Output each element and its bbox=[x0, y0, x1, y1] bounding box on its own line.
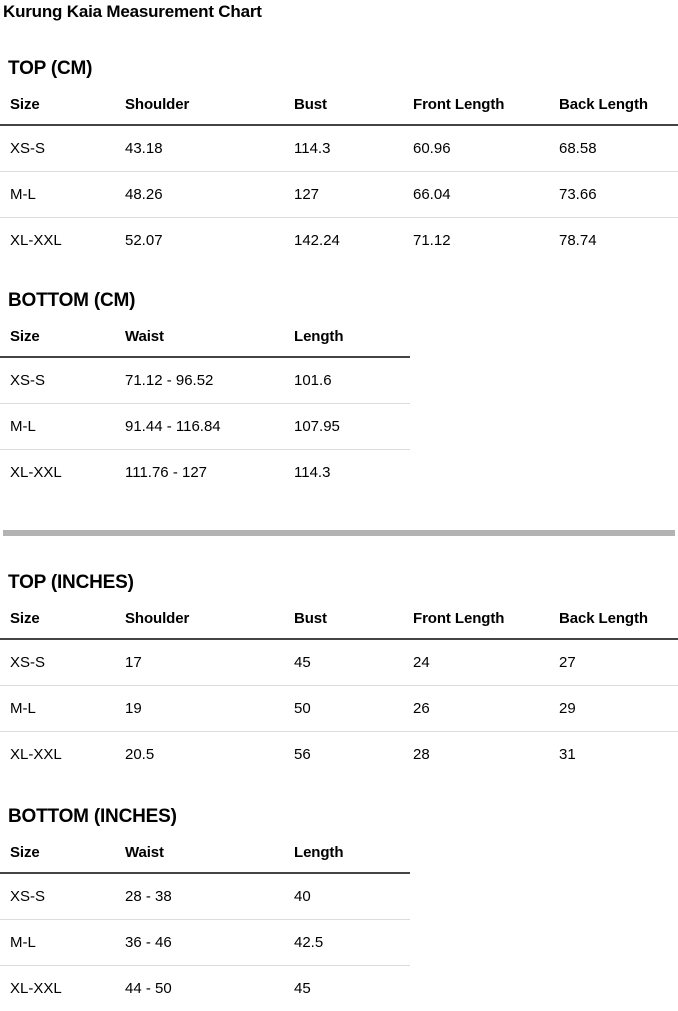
column-header-size: Size bbox=[0, 828, 115, 873]
cell-back-length: 78.74 bbox=[549, 217, 678, 263]
cell-bust: 56 bbox=[284, 731, 403, 777]
cell-length: 45 bbox=[284, 965, 410, 1011]
cell-bust: 114.3 bbox=[294, 139, 331, 157]
cell-back-length: 68.58 bbox=[559, 139, 597, 157]
cell-back-length: 29 bbox=[549, 685, 678, 731]
cell-length: 114.3 bbox=[284, 449, 410, 495]
table-row bbox=[0, 171, 678, 217]
table-row bbox=[0, 685, 678, 731]
cell-front-length: 26 bbox=[403, 685, 549, 731]
cell-size: XS-S bbox=[10, 139, 46, 157]
cell-size: M-L bbox=[0, 685, 115, 731]
cell-length: 42.5 bbox=[284, 919, 410, 965]
cell-bust: 127 bbox=[284, 171, 403, 217]
cell-shoulder: 20.5 bbox=[115, 731, 284, 777]
column-header-shoulder: Shoulder bbox=[115, 594, 284, 639]
cell-bust: 45 bbox=[294, 653, 311, 671]
cell-waist: 36 - 46 bbox=[115, 919, 284, 965]
section-top-inches bbox=[0, 572, 678, 777]
section-divider bbox=[3, 530, 675, 536]
cell-front-length: 28 bbox=[403, 731, 549, 777]
table-row bbox=[0, 217, 678, 263]
cell-size: M-L bbox=[0, 403, 115, 449]
column-header-size: Size bbox=[0, 312, 115, 357]
table-row bbox=[0, 731, 678, 777]
table-row bbox=[0, 873, 410, 919]
section-bottom-cm bbox=[0, 290, 678, 495]
section-top-cm bbox=[0, 58, 678, 263]
table-header-row bbox=[0, 312, 410, 357]
cell-back-length: 73.66 bbox=[549, 171, 678, 217]
cell-waist: 111.76 - 127 bbox=[115, 449, 284, 495]
cell-size: XS-S bbox=[10, 887, 46, 905]
section-bottom-inches bbox=[0, 806, 678, 1011]
cell-shoulder: 19 bbox=[115, 685, 284, 731]
column-header-bust: Bust bbox=[284, 80, 403, 125]
table-top-inches bbox=[0, 594, 678, 777]
table-top-cm bbox=[0, 80, 678, 263]
column-header-back-length: Back Length bbox=[549, 594, 678, 639]
cell-front-length: 71.12 bbox=[403, 217, 549, 263]
column-header-front-length: Front Length bbox=[403, 594, 549, 639]
cell-shoulder: 48.26 bbox=[115, 171, 284, 217]
cell-size: XS-S bbox=[10, 653, 46, 671]
page-title: Kurung Kaia Measurement Chart bbox=[3, 2, 262, 21]
column-header-bust: Bust bbox=[284, 594, 403, 639]
table-row bbox=[0, 403, 410, 449]
cell-bust: 142.24 bbox=[284, 217, 403, 263]
table-row bbox=[0, 357, 410, 403]
section-heading-bottom-inches: BOTTOM (INCHES) bbox=[8, 806, 177, 827]
cell-bust: 50 bbox=[284, 685, 403, 731]
column-header-waist: Waist bbox=[115, 312, 284, 357]
cell-size: XL-XXL bbox=[0, 965, 115, 1011]
table-bottom-inches bbox=[0, 828, 410, 1011]
table-row bbox=[0, 965, 410, 1011]
table-header-row bbox=[0, 594, 678, 639]
cell-size: XS-S bbox=[10, 371, 46, 389]
cell-shoulder: 52.07 bbox=[115, 217, 284, 263]
table-row bbox=[0, 449, 410, 495]
column-header-front-length: Front Length bbox=[403, 80, 549, 125]
table-bottom-cm bbox=[0, 312, 410, 495]
column-header-shoulder: Shoulder bbox=[115, 80, 284, 125]
cell-shoulder: 17 bbox=[125, 653, 142, 671]
cell-size: M-L bbox=[0, 171, 115, 217]
cell-waist: 91.44 - 116.84 bbox=[115, 403, 284, 449]
table-row bbox=[0, 919, 410, 965]
cell-waist: 44 - 50 bbox=[115, 965, 284, 1011]
cell-back-length: 31 bbox=[549, 731, 678, 777]
cell-length: 101.6 bbox=[294, 371, 332, 389]
table-header-row bbox=[0, 80, 678, 125]
cell-size: XL-XXL bbox=[0, 731, 115, 777]
cell-size: XL-XXL bbox=[0, 449, 115, 495]
cell-size: XL-XXL bbox=[0, 217, 115, 263]
table-row bbox=[0, 639, 678, 685]
cell-waist: 28 - 38 bbox=[125, 887, 172, 905]
cell-shoulder: 43.18 bbox=[125, 139, 163, 157]
cell-size: M-L bbox=[0, 919, 115, 965]
section-heading-bottom-cm: BOTTOM (CM) bbox=[8, 290, 136, 311]
cell-front-length: 24 bbox=[413, 653, 430, 671]
table-row bbox=[0, 125, 678, 171]
section-heading-top-inches: TOP (INCHES) bbox=[8, 572, 134, 593]
column-header-length: Length bbox=[284, 828, 410, 873]
column-header-waist: Waist bbox=[115, 828, 284, 873]
table-header-row bbox=[0, 828, 410, 873]
cell-length: 107.95 bbox=[284, 403, 410, 449]
column-header-size: Size bbox=[0, 80, 115, 125]
cell-waist: 71.12 - 96.52 bbox=[125, 371, 214, 389]
section-heading-top-cm: TOP (CM) bbox=[8, 58, 93, 79]
column-header-length: Length bbox=[284, 312, 410, 357]
column-header-back-length: Back Length bbox=[549, 80, 678, 125]
cell-back-length: 27 bbox=[559, 653, 576, 671]
cell-front-length: 60.96 bbox=[413, 139, 451, 157]
cell-front-length: 66.04 bbox=[403, 171, 549, 217]
column-header-size: Size bbox=[0, 594, 115, 639]
cell-length: 40 bbox=[294, 887, 311, 905]
